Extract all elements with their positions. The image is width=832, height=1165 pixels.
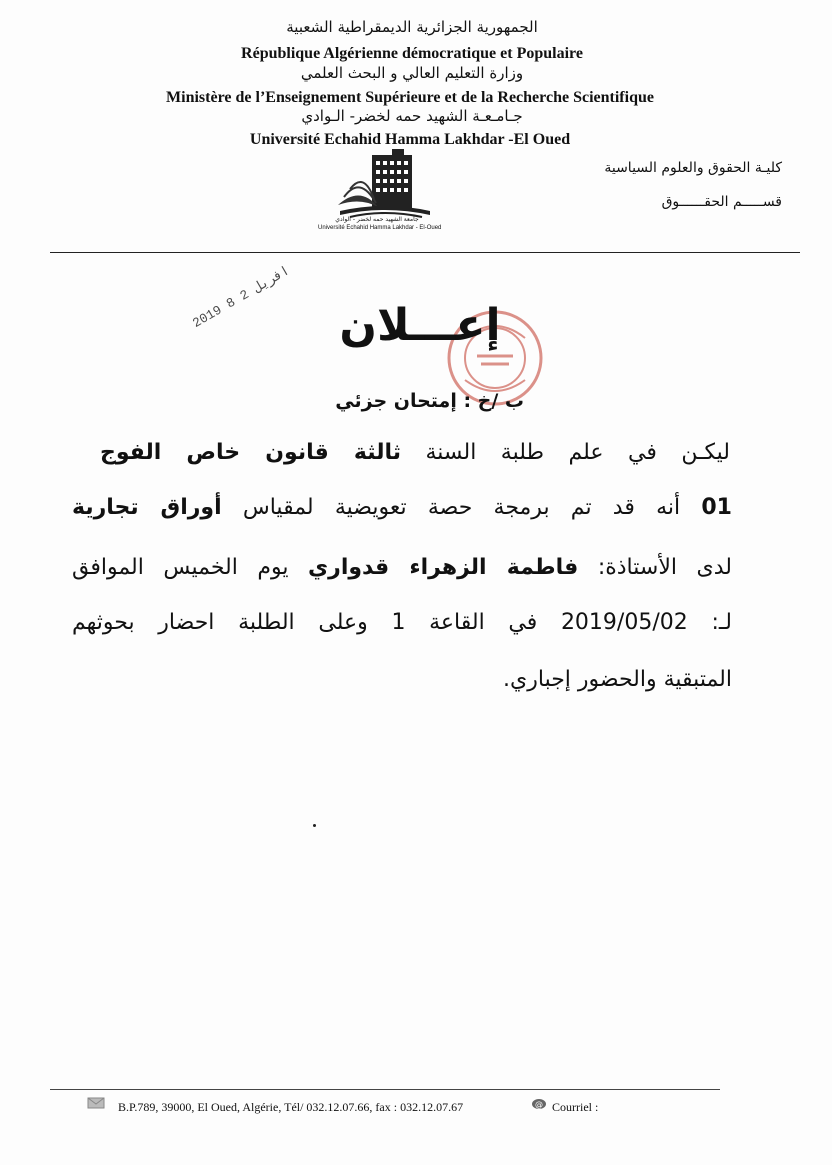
ministry-arabic: وزارة التعليم العالي و البحث العلمي [300,64,524,82]
republic-arabic: الجمهورية الجزائرية الديمقراطية الشعبية [286,18,538,36]
body-text: أنه قد تم برمجة حصة تعويضية لمقياس [221,495,702,520]
department-name: قســـــم الحقــــــوق [661,194,782,210]
page-title: إعـــلان [339,300,501,351]
logo-caption-french: Université Echahid Hamma Lakhdar - El-Oued [318,225,442,231]
ink-dot [313,824,316,827]
mailbox-icon [87,1096,105,1110]
footer-email-label: Courriel : [552,1100,599,1114]
body-line-2 [72,495,732,520]
professor-name: فاطمة الزهراء قدواري [308,555,579,580]
date-stamp: 2019 افريل 2 8 [190,263,293,331]
body-bold-level: ثالثة قانون خاص [186,440,401,465]
university-logo-icon [330,145,440,237]
republic-french: République Algérienne démocratique et Populaire [241,45,583,62]
logo-caption-arabic: جامعة الشهيد حمه لخضر - الوادي [335,216,419,223]
university-arabic: جـامـعـة الشهيد حمه لخضر- الـوادي [301,107,523,125]
course-name: أوراق تجارية [72,495,222,520]
faculty-name: كليـة الحقوق والعلوم السياسية [604,160,782,176]
footer-divider [50,1089,720,1090]
subject-line: ب /خ : إمتحان جزئي [335,390,524,412]
body-line-1 [100,440,730,465]
body-text: ليكـن في علم طلبة السنة [401,440,730,465]
university-french: Université Echahid Hamma Lakhdar -El Oued [249,131,571,148]
header-divider [50,252,800,253]
email-icon [531,1098,547,1110]
body-line-4: لـ: 2019/05/02 في القاعة 1 وعلى الطلبة احضار بحوثهم [72,610,733,635]
body-bold-group: الفوج [100,440,187,465]
body-text: لدى الأستاذة: [578,555,732,580]
body-line-3 [72,555,732,580]
body-line-5: المتبقية والحضور إجباري. [503,667,732,692]
ministry-french: Ministère de l’Enseignement Supérieure et de la Recherche Scientifique [166,89,654,106]
body-text: يوم الخميس الموافق [72,555,309,580]
svg-text:@: @ [535,1100,543,1109]
footer-address: B.P.789, 39000, El Oued, Algérie, Tél/ 032.12.07.66, fax : 032.12.07.67 [118,1100,464,1114]
group-number: 01 [701,495,732,520]
